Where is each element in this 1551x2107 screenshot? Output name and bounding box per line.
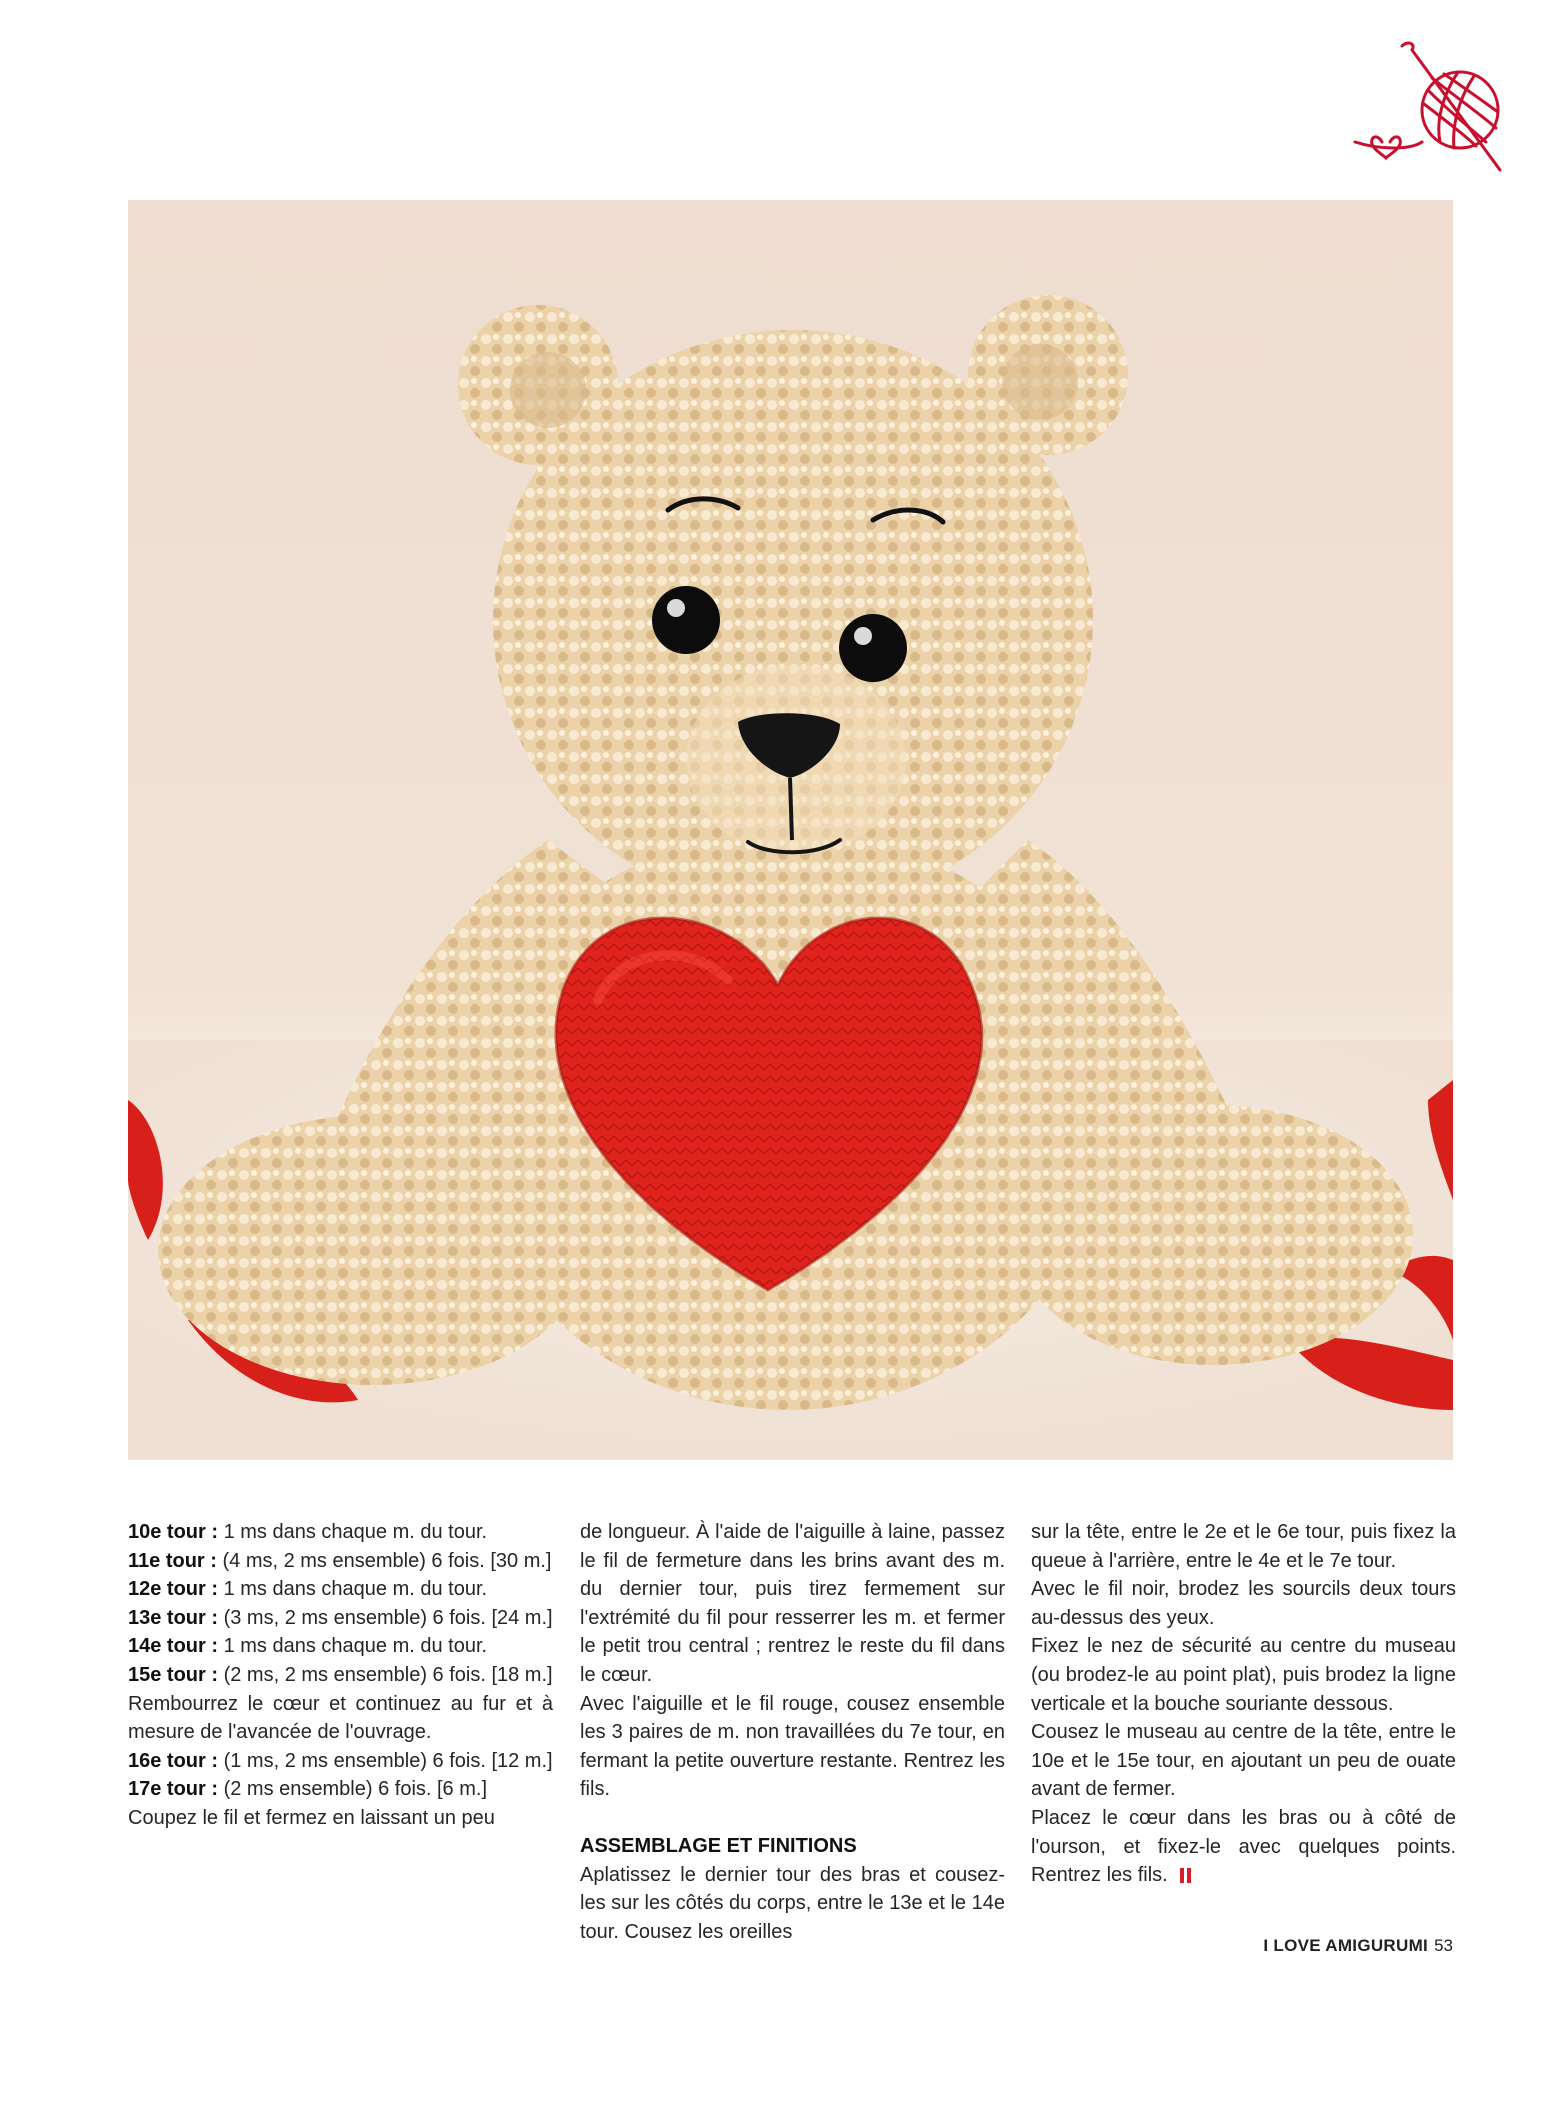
text-column-3 (1031, 1518, 1456, 1890)
heart-paragraph-text: Placez le cœur dans les bras ou à côté de l'ourson, et fixez-le avec quelques points. Rentrez les fils. (1031, 1806, 1456, 1887)
text-column-2 (580, 1518, 1005, 1946)
heart-paragraph (1031, 1804, 1456, 1890)
round-text: 1 ms dans chaque m. du tour. (218, 1521, 488, 1543)
round-text: 1 ms dans chaque m. du tour. (218, 1578, 488, 1601)
nose-paragraph: Fixez le nez de sécurité au centre du museau (ou brodez-le au point plat), puis brodez la ligne verticale et la bouche souriante dessous. (1031, 1635, 1456, 1715)
round-14 (128, 1632, 553, 1661)
yarn-ball-heart-logo-icon (1350, 38, 1520, 178)
round-text: (2 ms, 2 ms ensemble) 6 fois. [18 m.] (218, 1663, 553, 1686)
round-label: 10e tour : (128, 1521, 219, 1543)
round-text: (1 ms, 2 ms ensemble) 6 fois. [12 m.] (218, 1749, 553, 1772)
round-label: 12e tour : (128, 1578, 219, 1601)
eyebrows-paragraph: Avec le fil noir, brodez les sourcils deux tours au-dessus des yeux. (1031, 1578, 1456, 1629)
pattern-text (128, 1518, 1456, 1958)
round-13 (128, 1604, 553, 1633)
round-12 (128, 1575, 553, 1604)
muzzle-paragraph: Cousez le museau au centre de la tête, entre le 10e et le 15e tour, en ajoutant un peu de ouate avant de fermer. (1031, 1721, 1456, 1801)
closing-paragraph: de longueur. À l'aide de l'aiguille à laine, passez le fil de fermeture dans les brins avant des m. du dernier tour, puis tirez fermement sur l'extrémité du fil pour resserrer les m. et fermer le petit trou central ; rentrez le reste du fil dans le cœur. (580, 1521, 1005, 1686)
round-label: 17e tour : (128, 1778, 219, 1801)
page-number: 53 (1434, 1936, 1453, 1955)
round-label: 11e tour : (128, 1549, 217, 1572)
page-footer (1263, 1936, 1453, 1956)
round-label: 16e tour : (128, 1749, 219, 1772)
round-label: 14e tour : (128, 1635, 219, 1658)
round-17 (128, 1775, 553, 1804)
sewing-paragraph: Avec l'aiguille et le fil rouge, cousez ensemble les 3 paires de m. non travaillées du 7e tour, en fermant la petite ouverture restante. Rentrez les fils. (580, 1692, 1005, 1801)
round-10 (128, 1518, 553, 1547)
round-text: 1 ms dans chaque m. du tour. (218, 1635, 488, 1658)
teddy-bear-photo (128, 200, 1453, 1460)
ears-paragraph: sur la tête, entre le 2e et le 6e tour, puis fixez la queue à l'arrière, entre le 4e et le 7e tour. (1031, 1521, 1456, 1572)
round-text: (3 ms, 2 ms ensemble) 6 fois. [24 m.] (218, 1606, 553, 1629)
round-label: 13e tour : (128, 1606, 219, 1629)
round-text: (4 ms, 2 ms ensemble) 6 fois. [30 m.] (216, 1549, 552, 1572)
end-mark-icon (1180, 1868, 1184, 1883)
stuffing-instruction: Rembourrez le cœur et continuez au fur et à mesure de l'avancée de l'ouvrage. (128, 1692, 553, 1744)
section-heading: ASSEMBLAGE ET FINITIONS (580, 1834, 857, 1857)
round-15 (128, 1661, 553, 1690)
text-column-1 (128, 1518, 553, 1833)
end-mark-icon (1187, 1868, 1191, 1883)
round-text: (2 ms ensemble) 6 fois. [6 m.] (218, 1778, 488, 1801)
round-16 (128, 1747, 553, 1776)
cut-instruction: Coupez le fil et fermez en laissant un peu (128, 1806, 495, 1829)
magazine-name: I LOVE AMIGURUMI (1263, 1936, 1429, 1955)
round-label: 15e tour : (128, 1663, 219, 1686)
assembly-paragraph: Aplatissez le dernier tour des bras et cousez-les sur les côtés du corps, entre le 13e et le 14e tour. Cousez les oreilles (580, 1863, 1005, 1943)
round-11 (128, 1547, 553, 1576)
